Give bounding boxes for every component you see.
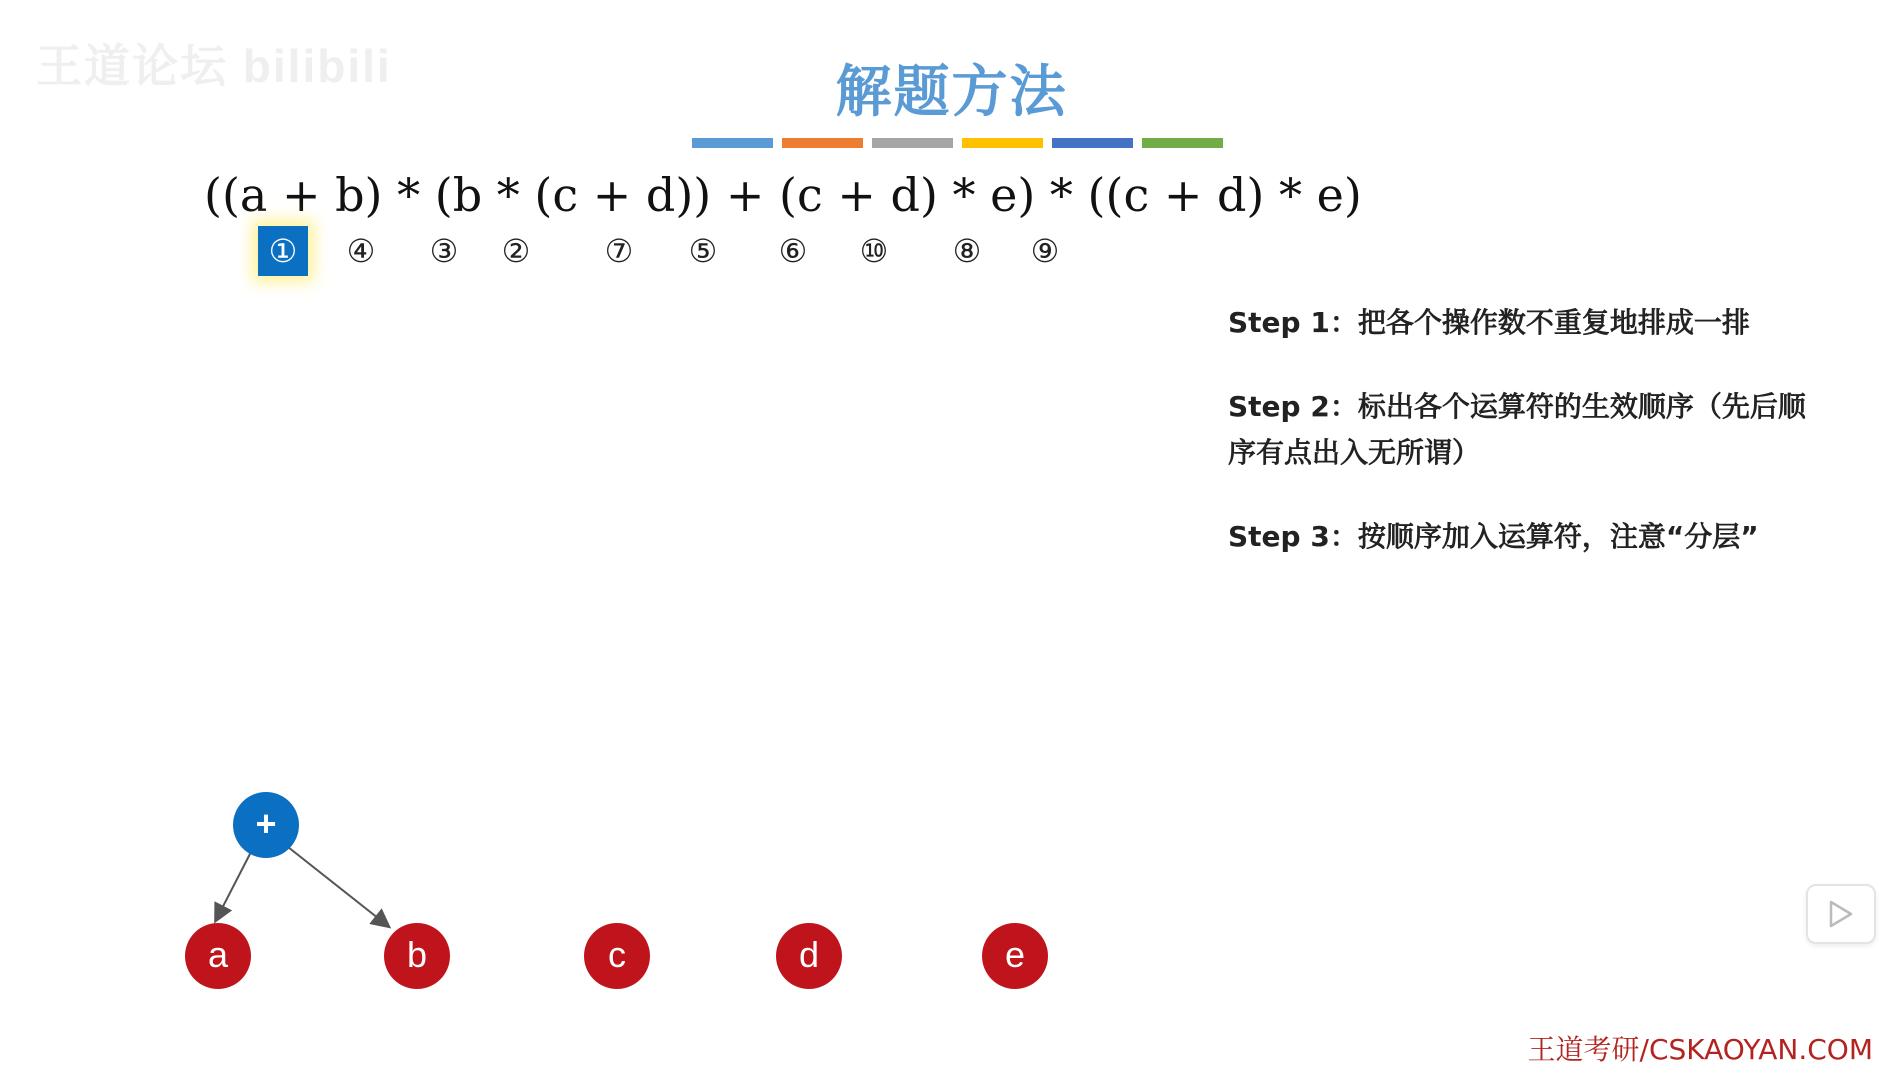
play-icon bbox=[1828, 900, 1854, 928]
edge-plus-b bbox=[288, 847, 388, 926]
order-marker-4: ④ bbox=[346, 232, 376, 270]
play-button[interactable] bbox=[1806, 884, 1876, 944]
edge-plus-a bbox=[216, 850, 252, 920]
tree-node-plus: + bbox=[233, 792, 299, 858]
order-marker-5: ⑤ bbox=[688, 232, 718, 270]
order-marker-8: ⑧ bbox=[952, 232, 982, 270]
order-marker-7: ⑦ bbox=[604, 232, 634, 270]
step-1: Step 1：把各个操作数不重复地排成一排 bbox=[1228, 306, 1750, 339]
step-2: Step 2：标出各个运算符的生效顺序（先后顺序有点出入无所谓） bbox=[1228, 390, 1806, 469]
tree-node-a: a bbox=[185, 923, 251, 989]
footer-brand: 王道考研/CSKAOYAN.COM bbox=[1527, 1033, 1873, 1066]
step-3: Step 3：按顺序加入运算符，注意“分层” bbox=[1228, 520, 1759, 553]
tree-node-e: e bbox=[982, 923, 1048, 989]
order-marker-2: ② bbox=[501, 232, 531, 270]
tree-node-d: d bbox=[776, 923, 842, 989]
order-marker-6: ⑥ bbox=[778, 232, 808, 270]
page-title: 解题方法 bbox=[835, 60, 1068, 125]
order-marker-3: ③ bbox=[429, 232, 459, 270]
order-marker-10: ⑩ bbox=[859, 232, 889, 270]
watermark: 王道论坛 bilibili bbox=[36, 40, 392, 92]
order-marker-1: ① bbox=[258, 226, 308, 276]
tree-node-b: b bbox=[384, 923, 450, 989]
infix-expression: ((a + b) * (b * (c + d)) + (c + d) * e) * ((c + d) * e) bbox=[204, 168, 1362, 222]
tree-node-c: c bbox=[584, 923, 650, 989]
order-marker-9: ⑨ bbox=[1030, 232, 1060, 270]
